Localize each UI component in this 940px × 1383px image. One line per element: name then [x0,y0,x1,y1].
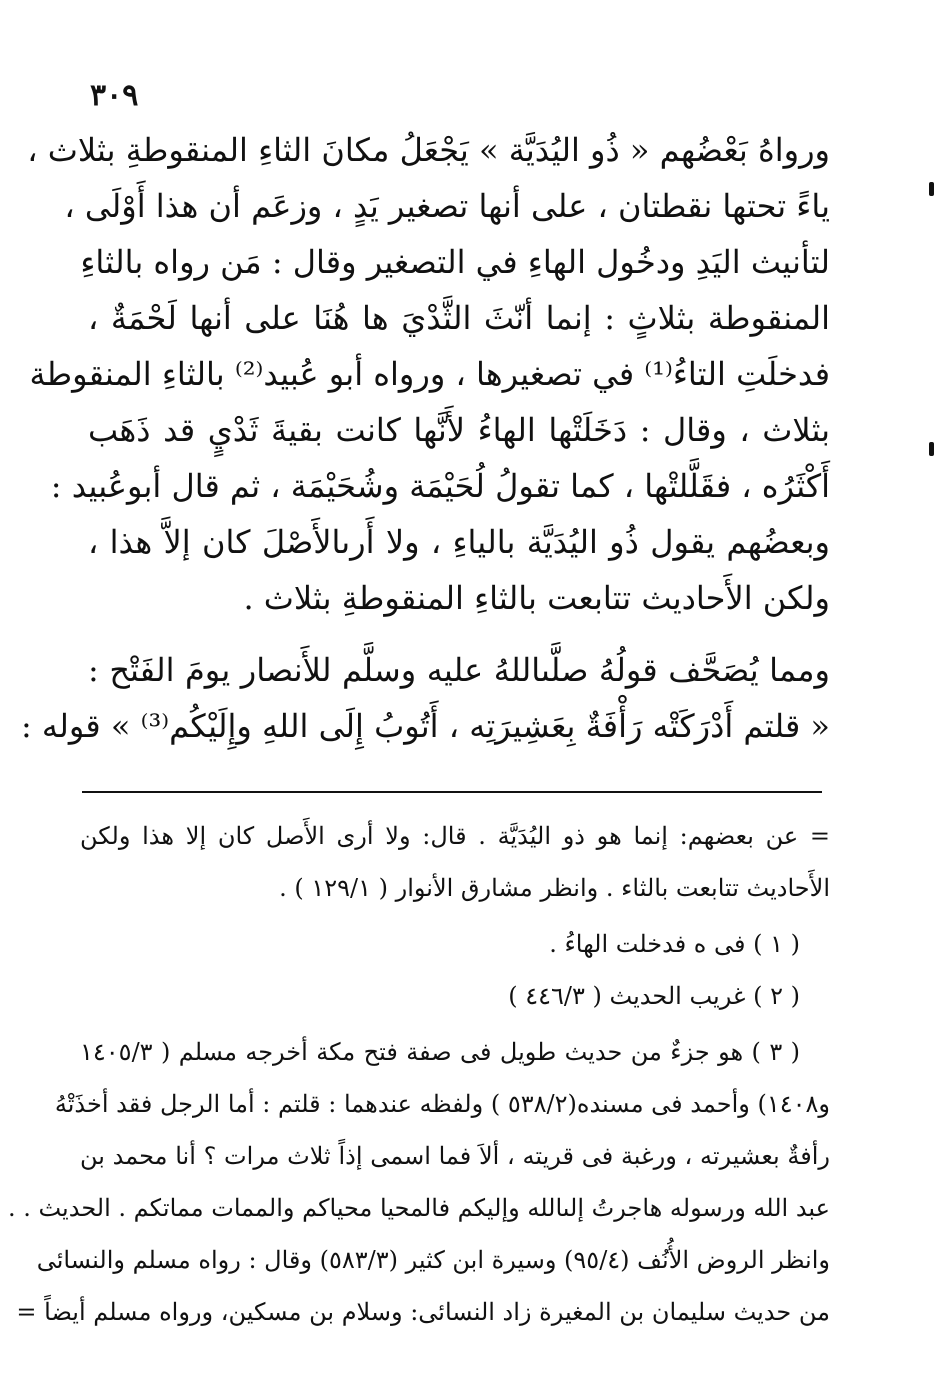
text-line: ومما يُصَحَّف قولُهُ صلَّىاللهُ عليه وسلَّم للأَنصار يومَ الفَتْح : [88,651,830,689]
text-line: ياءً تحتها نقطتان ، على أنها تصغير يَدٍ ، وزعَم أن هذا أَوْلَى ، [64,187,830,225]
footnote-line: ( ٣ ) هو جزءٌ من حديث طويل فى صفة فتح مكة أخرجه مسلم ( ١٤٠٥/٣ [80,1038,800,1066]
footnote-line: وانظر الروض الأُنُف (٩٥/٤) وسيرة ابن كثير (٥٨٣/٣) وقال : رواه مسلم والنسائى [36,1246,830,1274]
text-line: ولكن الأَحاديث تتابعت بالثاءِ المنقوطةِ بثلاث . [243,579,830,617]
footnote-line: الأَحاديث تتابعت بالثاء . وانظر مشارق الأنوار ( ١٢٩/١ ) . [279,874,830,902]
footnote-separator [82,791,822,793]
footnote-continued [80,810,830,914]
paragraph [20,642,830,754]
margin-mark-middle [929,442,934,456]
text-line: ورواهُ بَعْضُهم « ذُو اليُدَيَّة » يَجْعَلُ مكانَ الثاءِ المنقوطةِ بثلاث ، [27,131,830,169]
footnotes [7,810,830,1338]
footnote-line: ( ١ ) فى ه فدخلت الهاءُ . [549,930,800,958]
text-line: لتأنيث اليَدِ ودخُول الهاءِ في التصغير وقال : مَن رواه بالثاءِ [80,243,830,281]
text-line: وبعضُهم يقول ذُو اليُدَيَّة بالياءِ ، ولا أَرىالأَصْلَ كان إلاَّ هذا ، [88,523,830,561]
text-line: « قلتم أَدْرَكَتْه رَأْفَةٌ بِعَشِيرَتِه ، أَتُوبُ إِلَى اللهِ وإِلَيْكُم⁽³⁾ » قوله : [20,707,830,745]
margin-mark-top [929,182,934,196]
footnote-line: عبد الله ورسوله هاجرتُ إلىالله وإليكم فالمحيا محياكم والممات مماتكم . الحديث . . [7,1194,830,1222]
footnote-1 [80,918,830,970]
footnote-line: رأفةٌ بعشيرته ، ورغبة فى قريته ، ألاَ فما اسمى إذاً ثلاث مرات ؟ أنا محمد بن [80,1142,830,1170]
text-line: أَكْثَرُه ، فقَلَّلتْها ، كما تقولُ لُحَيْمَة وشُحَيْمَة ، ثم قال أبوعُبيد : [50,467,830,505]
text-line: فدخلَتِ التاءُ⁽¹⁾ في تصغيرها ، ورواه أبو عُبيد⁽²⁾ بالثاءِ المنقوطة [29,355,830,393]
text-line: بثلاث ، وقال : دَخَلَتْها الهاءُ لأَنَّها كانت بقيةَ ثَدْيٍ قد ذَهَب [88,411,831,449]
text-line: المنقوطة بثلاثٍ : إنما أنّثَ الثَّدْيَ ها هُنَا على أنها لَحْمَةٌ ، [88,299,830,337]
footnote-3 [7,1026,830,1338]
page-number: ٣٠٩ [90,78,139,113]
paragraph [27,122,831,626]
footnote-line: و١٤٠٨) وأحمد فى مسنده(٥٣٨/٢ ) ولفظه عندهما : قلتم : أما الرجل فقد أخذَتْهُ [54,1090,830,1118]
footnote-2 [80,970,830,1022]
footnote-line: = عن بعضهم: إنما هو ذو اليُدَيَّة . قال: ولا أرى الأَصل كان إلا هذا ولكن [80,822,830,850]
footnote-line: من حديث سليمان بن المغيرة زاد النسائى: وسلام بن مسكين، ورواه مسلم أيضاً = [16,1298,830,1326]
footnote-line: ( ٢ ) غريب الحديث ( ٤٤٦/٣ ) [508,982,800,1010]
main-text [20,122,831,754]
